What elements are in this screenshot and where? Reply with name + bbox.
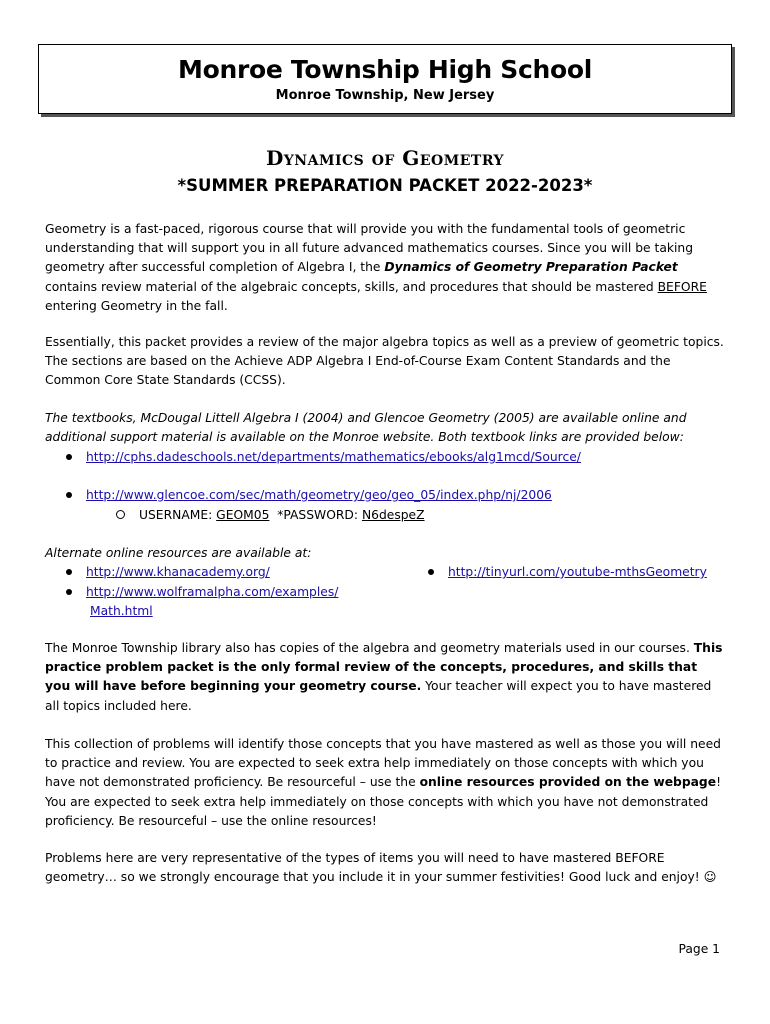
packet-name-emphasis: Dynamics of Geometry Preparation Packet <box>384 260 678 275</box>
textbooks-paragraph: The textbooks, McDougal Littell Algebra I (2004) and Glencoe Geometry (2005) are available online and additional support material is available on the Monroe website. Both textbook links are provided below: <box>45 411 687 445</box>
wolfram-link-line1[interactable]: http://www.wolframalpha.com/examples/ <box>86 585 339 599</box>
geometry-textbook-link[interactable]: http://www.glencoe.com/sec/math/geometry/geo/geo_05/index.php/nj/2006 <box>86 488 552 502</box>
list-item <box>428 563 707 582</box>
credentials-item <box>116 506 425 525</box>
bullet-icon <box>428 569 434 575</box>
alternate-resources-label: Alternate online resources are available at: <box>45 546 312 560</box>
intro-text-1: Geometry is a fast-paced, rigorous course that will provide you with the fundamental tools of geometric understanding that will support you in all future advanced mathematics courses. Since you will be taking geometry after successful completion of Algebra I, the <box>45 222 694 275</box>
course-title: Dynamics of Geometry <box>265 146 505 170</box>
overview-paragraph: Essentially, this packet provides a review of the major algebra topics as well as a preview of geometric topics. The sections are based on the Achieve ADP Algebra I End-of-Course Exam Content Standards and the Common Core State Standards (CCSS). <box>45 335 724 388</box>
list-item <box>66 583 338 602</box>
algebra-textbook-link[interactable]: http://cphs.dadeschools.net/departments/mathematics/ebooks/alg1mcd/Source/ <box>86 450 581 464</box>
username-label: USERNAME: <box>139 508 217 522</box>
list-item-continuation <box>90 602 153 621</box>
school-location: Monroe Township, New Jersey <box>275 88 495 103</box>
intro-paragraph <box>45 220 725 316</box>
khan-academy-link[interactable]: http://www.khanacademy.org/ <box>86 565 270 579</box>
collection-emphasis: online resources provided on the webpage <box>419 775 717 790</box>
tinyurl-link[interactable]: http://tinyurl.com/youtube-mthsGeometry <box>448 565 707 579</box>
circle-bullet-icon <box>116 510 125 519</box>
library-text-1: The Monroe Township library also has copies of the algebra and geometry materials used in our courses. <box>45 641 694 655</box>
collection-text-1: This collection of problems will identify those concepts that you have mastered as well as those you will need to practice and review. You are expected to seek extra help immediately on those concepts with which you have not demonstrated proficiency. Be resourceful – use the <box>45 737 721 790</box>
list-item <box>66 563 270 582</box>
library-paragraph <box>45 639 725 716</box>
wolfram-link-line2[interactable]: Math.html <box>90 604 153 618</box>
closing-paragraph: Problems here are very representative of the types of items you will need to have mastered BEFORE geometry… so we strongly encourage that you include it in your summer festivities! Good luck and enjoy! ☺ <box>45 851 717 885</box>
list-item <box>66 448 581 467</box>
bullet-icon <box>66 589 72 595</box>
bullet-icon <box>66 569 72 575</box>
school-header-box <box>38 44 732 114</box>
library-text-2: Your teacher will expect you to have mastered all topics included here. <box>45 679 712 713</box>
password-label: *PASSWORD: <box>269 508 362 522</box>
bullet-icon <box>66 492 72 498</box>
page-number: Page 1 <box>678 942 720 956</box>
intro-text-3: entering Geometry in the fall. <box>45 298 228 313</box>
username-value: GEOM05 <box>216 508 270 522</box>
library-emphasis: This practice problem packet is the only formal review of the concepts, procedures, and skills that you will have before beginning your geometry course. <box>45 641 723 694</box>
bullet-icon <box>66 454 72 460</box>
packet-title: *SUMMER PREPARATION PACKET 2022-2023* <box>177 176 593 195</box>
password-value: N6despeZ <box>361 508 425 522</box>
intro-text-2: contains review material of the algebraic concepts, skills, and procedures that should be mastered <box>45 279 658 294</box>
collection-text-2: ! You are expected to seek extra help immediately on those concepts with which you have not demonstrated proficiency. Be resourceful – use the online resources! <box>45 775 722 828</box>
collection-paragraph <box>45 735 725 831</box>
before-emphasis: BEFORE <box>657 279 707 294</box>
list-item <box>66 486 552 505</box>
school-name: Monroe Township High School <box>178 55 592 84</box>
